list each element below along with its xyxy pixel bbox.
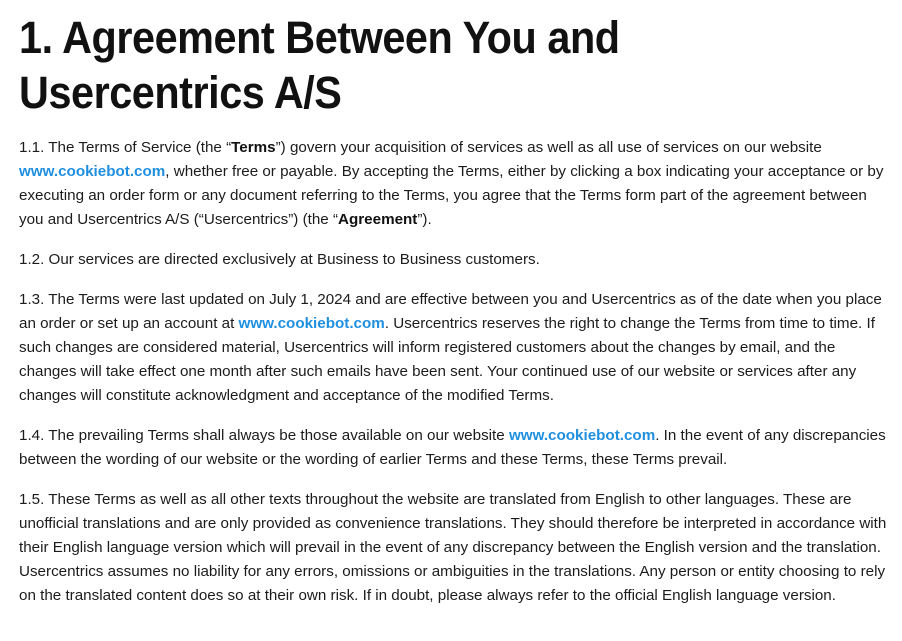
clause-1-4 — [19, 424, 891, 472]
cookiebot-link[interactable]: www.cookiebot.com — [508, 427, 656, 444]
clause-1-5: 1.5. These Terms as well as all other texts throughout the website are translated from English to other languages. These are unofficial translations and are only provided as convenience translations. They should therefore be interpreted in accordance with their English language version which will prevail in the event of any discrepancy between the English version and the translation. Usercentrics assumes no liability for any errors, omissions or ambiguities in the translations. Any person or entity choosing to rely on the translated content does so at their own risk. If in doubt, please always refer to the official English language version. — [19, 491, 887, 604]
clause-text: ”) govern your acquisition of services as well as all use of services on our website — [275, 139, 822, 156]
terms-document — [19, 10, 891, 624]
cookiebot-link[interactable]: www.cookiebot.com — [238, 315, 385, 332]
defined-term-agreement: Agreement — [338, 211, 418, 228]
clause-text: 1.1. The Terms of Service (the “ — [19, 139, 232, 156]
clause-1-2: 1.2. Our services are directed exclusively at Business to Business customers. — [19, 251, 540, 268]
clause-text: . In the event of any discrepancies between the wording of our website or the wording of earlier Terms and these Terms, these Terms prevail. — [19, 427, 886, 468]
defined-term-terms: Terms — [231, 139, 276, 156]
clause-text: . Usercentrics reserves the right to change the Terms from time to time. If such changes are considered material, Usercentrics will inform registered customers about the changes by email, and the changes will take effect one month after such emails have been sent. Your continued use of our website or services after any changes will constitute acknowledgment and acceptance of the modified Terms. — [19, 315, 875, 404]
clause-1-3 — [19, 288, 891, 408]
clause-text: ”). — [417, 211, 432, 228]
section-heading: 1. Agreement Between You and Usercentrics A/S — [19, 12, 620, 118]
cookiebot-link[interactable]: www.cookiebot.com — [19, 163, 166, 180]
clause-text: 1.3. The Terms were last updated on July 1, 2024 and are effective between you and Usercentrics as of the date when you place an order or set up an account at — [19, 291, 882, 332]
clause-1-1 — [19, 136, 891, 232]
clause-text: 1.4. The prevailing Terms shall always be those available on our website — [19, 427, 509, 444]
clause-text: , whether free or payable. By accepting the Terms, either by clicking a box indicating your acceptance or by executing an order form or any document referring to the Terms, you agree that the Terms form part of the agreement between you and Usercentrics A/S (“Usercentrics”) (the “ — [19, 163, 884, 228]
